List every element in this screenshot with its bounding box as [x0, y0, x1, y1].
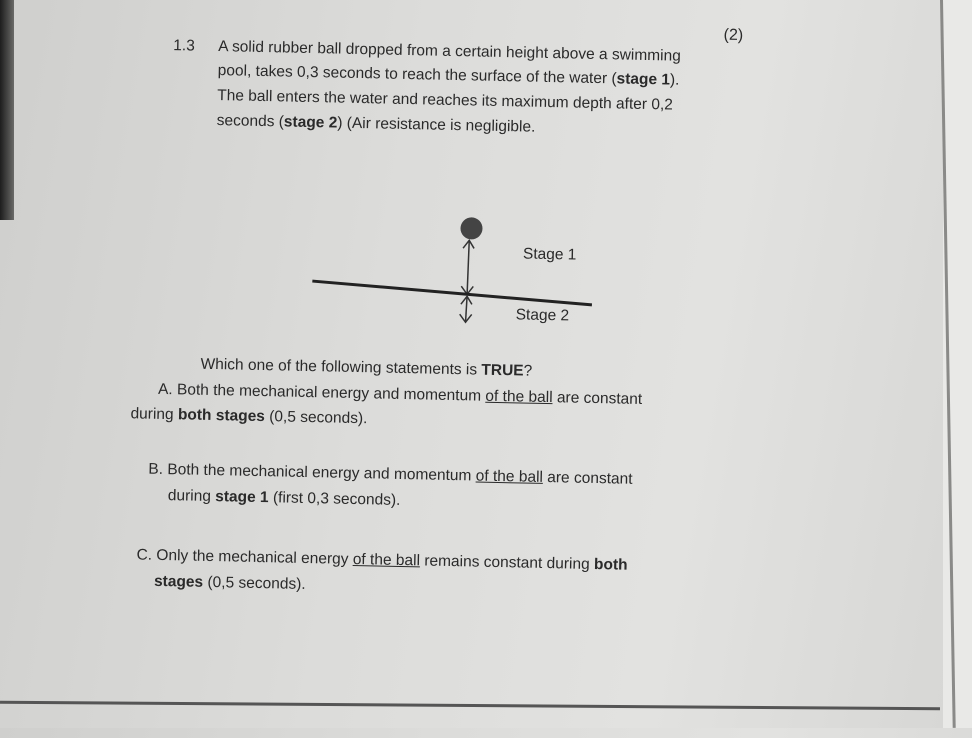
underlined: of the ball: [485, 387, 553, 407]
marks: (2): [723, 26, 744, 45]
text: (0,5 seconds).: [202, 573, 306, 593]
stage-2-arrow: [466, 296, 468, 322]
ball-icon: [460, 217, 482, 239]
text: Both the mechanical energy and momentum: [167, 461, 476, 485]
text: ).: [669, 71, 680, 89]
option-b-line-2: [168, 487, 401, 510]
stage-2-label: Stage 2: [515, 306, 570, 325]
text: are constant: [552, 389, 643, 408]
stage-1-label: Stage 1: [522, 245, 577, 264]
question-line-1: A solid rubber ball dropped from a certain height above a swimming: [218, 38, 681, 65]
stage-2-bold: stage 2: [283, 113, 338, 132]
question-line-4: [216, 112, 535, 137]
text: during: [167, 487, 216, 506]
bold: both stages: [177, 406, 266, 426]
option-a-line-2: [130, 405, 367, 428]
water-surface-line: [312, 281, 592, 305]
question-line-3: The ball enters the water and reaches its maximum depth after 0,2: [217, 87, 674, 114]
text: pool, takes 0,3 seconds to reach the surface of the water (: [217, 62, 617, 88]
text: Which one of the following statements is: [200, 355, 482, 379]
bold: both: [593, 556, 628, 574]
text: Only the mechanical energy: [156, 546, 353, 568]
true-bold: TRUE: [481, 361, 524, 380]
stage-1-bold: stage 1: [616, 70, 671, 89]
option-letter: B.: [148, 460, 164, 478]
option-letter: C.: [136, 546, 153, 564]
text: ) (Air resistance is negligible.: [337, 114, 536, 136]
option-c-line-2: [154, 573, 306, 594]
option-b-line-1: [148, 461, 633, 489]
option-letter: A.: [157, 380, 173, 399]
text: are constant: [542, 468, 633, 488]
prompt: [200, 356, 532, 381]
underlined: of the ball: [475, 467, 544, 486]
text: during: [130, 405, 179, 424]
underlined: of the ball: [352, 550, 421, 570]
text: (0,5 seconds).: [264, 408, 368, 428]
text: ?: [523, 362, 533, 380]
option-a-line-1: [158, 381, 643, 409]
question-number: 1.3: [173, 37, 195, 55]
text: Both the mechanical energy and momentum: [176, 381, 486, 405]
text: (first 0,3 seconds).: [268, 489, 401, 509]
stage-1-arrow: [467, 240, 469, 294]
text: seconds (: [216, 112, 285, 131]
bold: stages: [153, 572, 204, 591]
option-c-line-1: [136, 546, 627, 574]
text: remains constant during: [419, 552, 595, 574]
bold: stage 1: [215, 488, 269, 507]
question-line-2: [218, 62, 680, 90]
